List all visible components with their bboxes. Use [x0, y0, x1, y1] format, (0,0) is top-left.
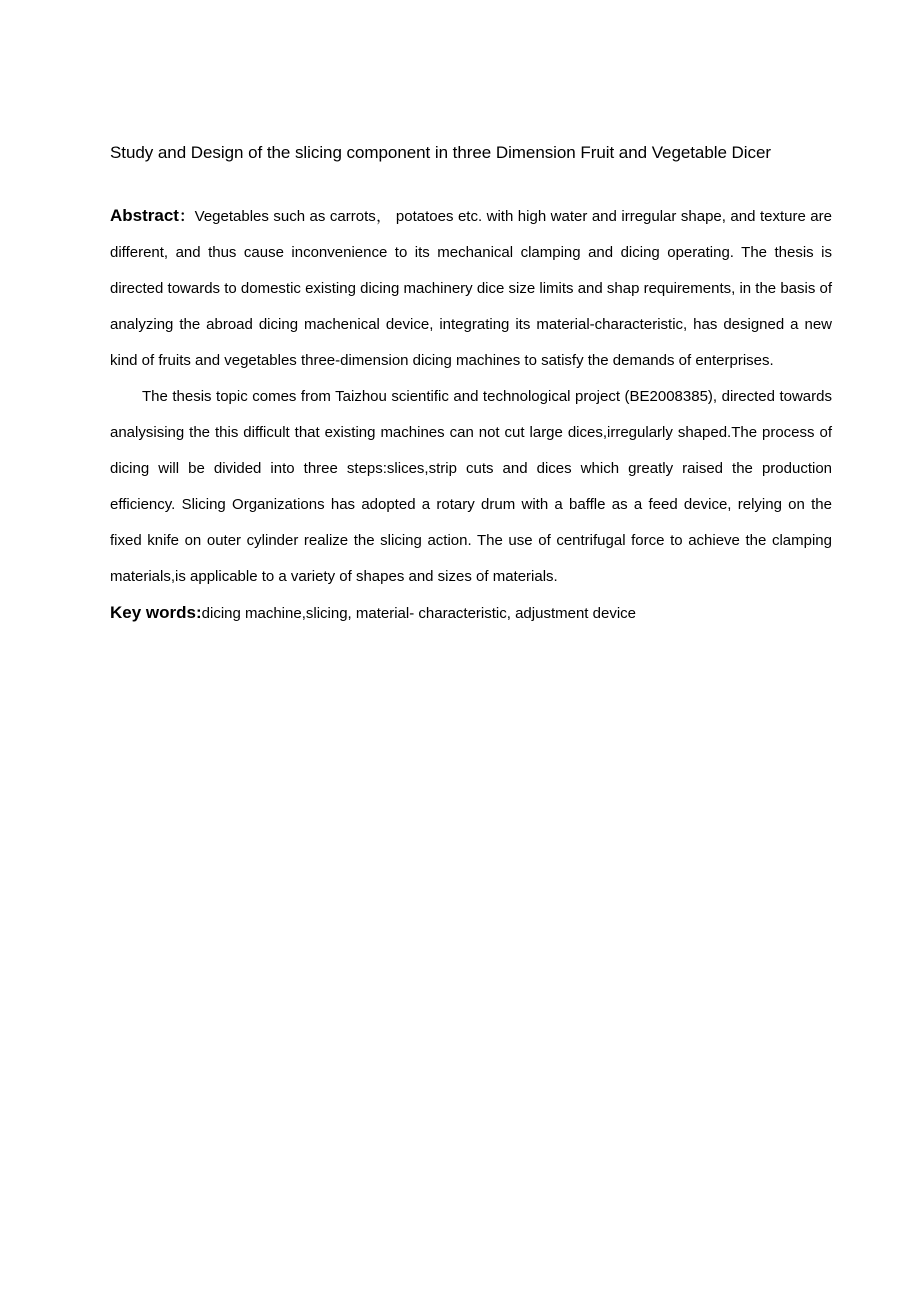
abstract-paragraph-1: [110, 198, 832, 379]
paper-page: [110, 140, 832, 632]
abstract-text-1: Vegetables such as carrots， potatoes etc. with high water and irregular shape, and texture are different, and thus cause inconvenience to its mechanical clamping and dicing operating. The thesis is directed towards to domestic existing dicing machinery dice size limits and shap requirements, in the basis of analyzing the abroad dicing machenical device, integrating its material-characteristic, has designed a new kind of fruits and vegetables three-dimension dicing machines to satisfy the demands of enterprises.: [110, 208, 833, 369]
keywords-line: [110, 595, 832, 632]
abstract-colon: ：: [178, 208, 195, 225]
abstract-section: [110, 198, 832, 595]
abstract-paragraph-2: The thesis topic comes from Taizhou scientific and technological project (BE2008385), directed towards analysising the this difficult that existing machines can not cut large dices,irregularly shaped.The process of dicing will be divided into three steps:slices,strip cuts and dices which greatly raised the production efficiency. Slicing Organizations has adopted a rotary drum with a baffle as a feed device, relying on the fixed knife on outer cylinder realize the slicing action. The use of centrifugal force to achieve the clamping materials,is applicable to a variety of shapes and sizes of materials.: [110, 388, 832, 585]
keywords-text: dicing machine,slicing, material- characteristic, adjustment device: [201, 605, 636, 622]
paper-title: Study and Design of the slicing component in three Dimension Fruit and Vegetable Dicer: [110, 143, 771, 162]
abstract-heading: Abstract: [110, 206, 179, 225]
keywords-heading: Key words:: [110, 603, 202, 622]
